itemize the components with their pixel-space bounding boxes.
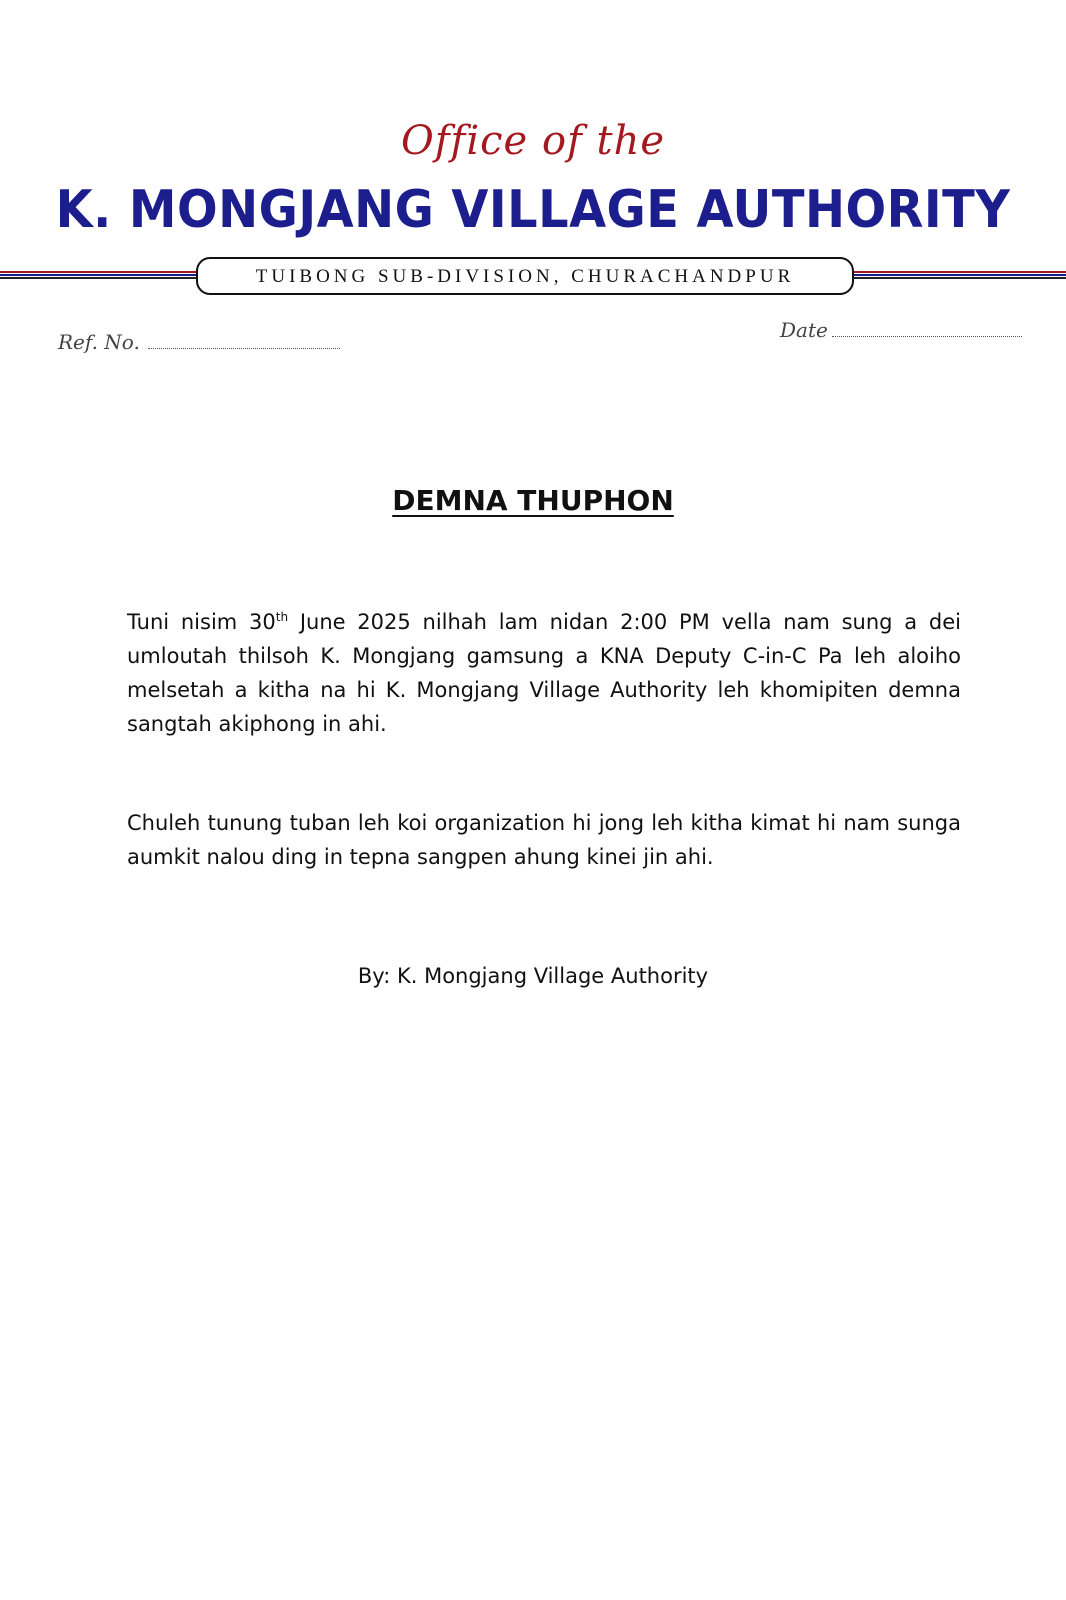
notice-title — [0, 484, 1066, 517]
ref-no-blank — [148, 348, 340, 349]
notice-paragraph-1 — [127, 605, 961, 741]
office-of-heading: Office of the — [400, 118, 666, 164]
subdivision-banner: TUIBONG SUB-DIVISION, CHURACHANDPUR — [196, 257, 854, 295]
notice-title-text: DEMNA THUPHON — [392, 484, 674, 517]
signoff: By: K. Mongjang Village Authority — [357, 964, 709, 988]
date-blank — [832, 336, 1022, 337]
authority-name: K. MONGJANG VILLAGE AUTHORITY — [55, 180, 1011, 240]
date-label: Date — [780, 318, 828, 342]
ref-no-field — [58, 330, 340, 354]
notice-paragraph-2: Chuleh tunung tuban leh koi organization hi jong leh kitha kimat hi nam sunga aumkit nalou ding in tepna sangpen ahung kinei jin ahi. — [127, 811, 961, 869]
ref-no-label: Ref. No. — [58, 330, 140, 354]
date-field — [780, 318, 1022, 342]
para1-superscript: th — [275, 610, 289, 624]
decorative-rule-left — [0, 271, 196, 281]
decorative-rule-right — [854, 271, 1066, 281]
para1-start: Tuni nisim 30 — [127, 610, 276, 634]
letterhead — [0, 0, 1066, 300]
para1-rest: June 2025 nilhah lam nidan 2:00 PM vella nam sung a dei umloutah thilsoh K. Mongjang gamsung a KNA Deputy C-in-C Pa leh aloiho melsetah a kitha na hi K. Mongjang Village Authority leh khomipiten demna sangtah akiphong in ahi. — [127, 610, 961, 736]
